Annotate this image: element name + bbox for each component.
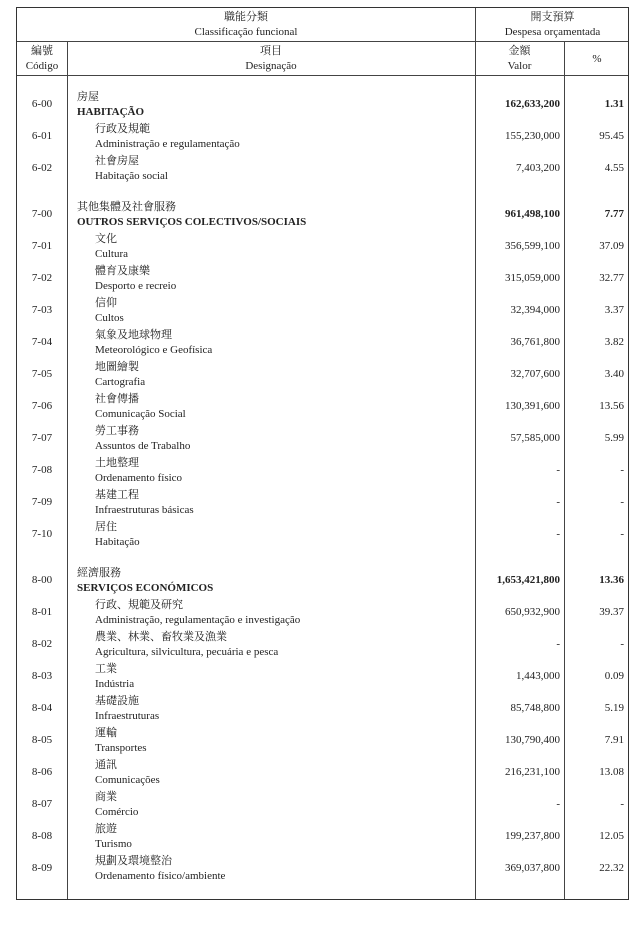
row-percent: 0.09 <box>604 670 624 682</box>
table-row <box>17 789 628 821</box>
code-cn: 編號 <box>31 45 53 57</box>
row-code: 7-09 <box>31 496 53 508</box>
row-percent: - <box>620 464 624 476</box>
row-designation <box>95 726 147 756</box>
row-code: 8-00 <box>31 574 53 586</box>
budget-pt: Despesa orçamentada <box>504 26 601 38</box>
row-value: 356,599,100 <box>505 240 560 252</box>
row-code: 7-02 <box>31 272 53 284</box>
row-name-pt: HABITAÇÃO <box>77 106 145 118</box>
value-pt: Valor <box>507 60 532 72</box>
table-row <box>17 121 628 153</box>
row-name-cn: 房屋 <box>77 91 99 103</box>
row-name-pt: Comércio <box>95 806 139 818</box>
code-pt: Código <box>25 60 59 72</box>
row-name-cn: 經濟服務 <box>77 567 121 579</box>
row-designation <box>95 694 159 724</box>
row-designation <box>95 264 176 294</box>
row-code: 6-02 <box>31 162 53 174</box>
budget-table <box>16 7 629 900</box>
row-percent: 5.99 <box>604 432 624 444</box>
row-code: 6-01 <box>31 130 53 142</box>
row-name-pt: Assuntos de Trabalho <box>95 440 191 452</box>
table-row <box>17 519 628 551</box>
table-row <box>17 629 628 661</box>
table-row <box>17 487 628 519</box>
row-designation <box>95 598 300 628</box>
row-designation <box>95 456 182 486</box>
row-designation <box>95 520 140 550</box>
row-name-pt: Ordenamento físico/ambiente <box>95 870 226 882</box>
row-value: - <box>556 464 560 476</box>
row-name-cn: 地圖繪製 <box>95 361 139 373</box>
row-code: 8-08 <box>31 830 53 842</box>
row-code: 8-05 <box>31 734 53 746</box>
row-percent: 32.77 <box>599 272 624 284</box>
row-name-pt: Turismo <box>95 838 132 850</box>
row-code: 8-03 <box>31 670 53 682</box>
table-row <box>17 661 628 693</box>
row-name-pt: Administração, regulamentação e investigação <box>95 614 301 626</box>
budget-cn: 開支預算 <box>530 11 575 23</box>
row-value: 130,391,600 <box>505 400 560 412</box>
row-name-cn: 其他集體及社會服務 <box>77 201 176 213</box>
row-designation <box>95 360 145 390</box>
row-name-cn: 規劃及環境整治 <box>95 855 172 867</box>
row-value: 32,394,000 <box>510 304 560 316</box>
row-value: 57,585,000 <box>510 432 560 444</box>
table-row <box>17 725 628 757</box>
row-value: - <box>556 496 560 508</box>
row-value: 32,707,600 <box>510 368 560 380</box>
row-designation <box>77 566 213 596</box>
row-name-pt: Habitação social <box>95 170 168 182</box>
row-percent: - <box>620 528 624 540</box>
value-cn: 金額 <box>508 45 531 57</box>
row-code: 8-01 <box>31 606 53 618</box>
row-percent: 13.56 <box>599 400 624 412</box>
row-value: 1,443,000 <box>516 670 560 682</box>
row-value: 155,230,000 <box>505 130 560 142</box>
table-row <box>17 455 628 487</box>
row-percent: - <box>620 638 624 650</box>
row-value: 369,037,800 <box>505 862 560 874</box>
table-row <box>17 153 628 185</box>
row-name-cn: 行政及規範 <box>95 123 150 135</box>
row-designation <box>95 154 168 184</box>
row-name-cn: 體育及康樂 <box>95 265 150 277</box>
row-percent: 7.77 <box>604 208 624 220</box>
row-percent: 1.31 <box>604 98 624 110</box>
row-percent: - <box>620 496 624 508</box>
row-name-pt: Indústria <box>95 678 135 690</box>
group-row <box>17 565 628 597</box>
row-name-pt: Habitação <box>95 536 140 548</box>
row-percent: 13.08 <box>599 766 624 778</box>
row-designation <box>95 790 138 820</box>
row-value: - <box>556 798 560 810</box>
row-name-cn: 社會傳播 <box>95 393 139 405</box>
row-name-pt: Agricultura, silvicultura, pecuária e pesca <box>95 646 279 658</box>
row-value: 7,403,200 <box>516 162 560 174</box>
row-code: 7-08 <box>31 464 53 476</box>
row-percent: 3.37 <box>604 304 624 316</box>
table-row <box>17 597 628 629</box>
row-designation <box>95 630 278 660</box>
row-name-pt: Transportes <box>95 742 147 754</box>
table-row <box>17 423 628 455</box>
item-cn: 項目 <box>260 45 282 57</box>
row-name-cn: 信仰 <box>95 297 117 309</box>
table-row <box>17 757 628 789</box>
classification-pt: Classificação funcional <box>194 26 298 38</box>
row-name-pt: Cultos <box>95 312 124 324</box>
row-name-pt: Cultura <box>95 248 128 260</box>
budget-header <box>475 10 630 40</box>
row-name-cn: 行政、規範及研究 <box>95 599 183 611</box>
row-designation <box>95 296 124 326</box>
row-name-cn: 文化 <box>95 233 117 245</box>
row-code: 6-00 <box>31 98 53 110</box>
row-code: 7-06 <box>31 400 53 412</box>
code-header <box>17 44 67 74</box>
row-code: 7-07 <box>31 432 53 444</box>
row-value: 1,653,421,800 <box>496 574 560 586</box>
row-percent: - <box>620 798 624 810</box>
row-name-pt: Comunicação Social <box>95 408 186 420</box>
table-row <box>17 693 628 725</box>
row-percent: 5.19 <box>604 702 624 714</box>
group-row <box>17 199 628 231</box>
divider <box>17 41 628 42</box>
row-value: 199,237,800 <box>505 830 560 842</box>
row-code: 7-01 <box>31 240 53 252</box>
group-spacer <box>17 185 628 199</box>
row-percent: 7.91 <box>604 734 624 746</box>
row-code: 7-10 <box>31 528 53 540</box>
row-name-pt: Cartografia <box>95 376 146 388</box>
row-designation <box>95 392 186 422</box>
row-name-cn: 農業、林業、畜牧業及漁業 <box>95 631 227 643</box>
row-value: 961,498,100 <box>505 208 560 220</box>
classification-cn: 職能分類 <box>224 11 268 23</box>
row-name-pt: Infraestruturas básicas <box>95 504 194 516</box>
row-code: 8-07 <box>31 798 53 810</box>
row-percent: 4.55 <box>604 162 624 174</box>
row-code: 8-02 <box>31 638 53 650</box>
row-designation <box>95 328 212 358</box>
classification-header <box>17 10 475 40</box>
row-name-cn: 氣象及地球物理 <box>95 329 172 341</box>
row-designation <box>95 854 225 884</box>
table-row <box>17 295 628 327</box>
row-name-pt: Ordenamento físico <box>95 472 183 484</box>
row-designation <box>77 200 306 230</box>
row-name-cn: 基礎設施 <box>95 695 139 707</box>
row-value: - <box>556 528 560 540</box>
group-spacer <box>17 551 628 565</box>
row-name-cn: 基建工程 <box>95 489 139 501</box>
table-row <box>17 821 628 853</box>
row-code: 7-00 <box>31 208 53 220</box>
pct-header: % <box>592 53 602 65</box>
item-pt: Designação <box>245 60 297 72</box>
row-designation <box>95 232 128 262</box>
row-name-cn: 商業 <box>95 791 117 803</box>
row-code: 8-09 <box>31 862 53 874</box>
table-row <box>17 391 628 423</box>
divider <box>17 75 628 76</box>
table-row <box>17 359 628 391</box>
row-percent: 13.36 <box>599 574 624 586</box>
row-name-pt: Desporto e recreio <box>95 280 177 292</box>
row-value: 85,748,800 <box>510 702 560 714</box>
row-value: 650,932,900 <box>505 606 560 618</box>
row-name-cn: 土地整理 <box>95 457 139 469</box>
row-value: 130,790,400 <box>505 734 560 746</box>
row-name-cn: 運輸 <box>95 727 117 739</box>
row-name-cn: 通訊 <box>95 759 117 771</box>
value-header <box>475 44 564 74</box>
row-percent: 39.37 <box>599 606 624 618</box>
table-row <box>17 327 628 359</box>
row-percent: 3.40 <box>604 368 624 380</box>
item-header <box>67 44 475 74</box>
row-value: - <box>556 638 560 650</box>
row-name-pt: Comunicações <box>95 774 160 786</box>
row-name-pt: OUTROS SERVIÇOS COLECTIVOS/SOCIAIS <box>77 216 307 228</box>
row-name-cn: 旅遊 <box>95 823 117 835</box>
row-percent: 95.45 <box>599 130 624 142</box>
row-designation <box>95 758 160 788</box>
row-name-pt: Meteorológico e Geofísica <box>95 344 213 356</box>
row-value: 36,761,800 <box>510 336 560 348</box>
row-designation <box>95 822 132 852</box>
row-designation <box>95 488 194 518</box>
row-code: 7-04 <box>31 336 53 348</box>
row-value: 216,231,100 <box>505 766 560 778</box>
row-name-pt: SERVIÇOS ECONÓMICOS <box>77 582 214 594</box>
row-percent: 12.05 <box>599 830 624 842</box>
row-code: 8-04 <box>31 702 53 714</box>
table-body <box>17 89 628 885</box>
row-name-pt: Infraestruturas <box>95 710 160 722</box>
table-row <box>17 263 628 295</box>
row-percent: 37.09 <box>599 240 624 252</box>
row-value: 315,059,000 <box>505 272 560 284</box>
table-row <box>17 231 628 263</box>
row-value: 162,633,200 <box>505 98 560 110</box>
row-percent: 22.32 <box>599 862 624 874</box>
row-code: 7-05 <box>31 368 53 380</box>
row-code: 8-06 <box>31 766 53 778</box>
row-designation <box>95 662 134 692</box>
row-percent: 3.82 <box>604 336 624 348</box>
row-name-cn: 社會房屋 <box>95 155 139 167</box>
row-name-pt: Administração e regulamentação <box>95 138 240 150</box>
row-designation <box>95 424 190 454</box>
row-designation <box>77 90 144 120</box>
row-code: 7-03 <box>31 304 53 316</box>
row-name-cn: 居住 <box>95 521 117 533</box>
row-designation <box>95 122 240 152</box>
group-row <box>17 89 628 121</box>
row-name-cn: 勞工事務 <box>95 425 139 437</box>
table-row <box>17 853 628 885</box>
row-name-cn: 工業 <box>95 663 117 675</box>
